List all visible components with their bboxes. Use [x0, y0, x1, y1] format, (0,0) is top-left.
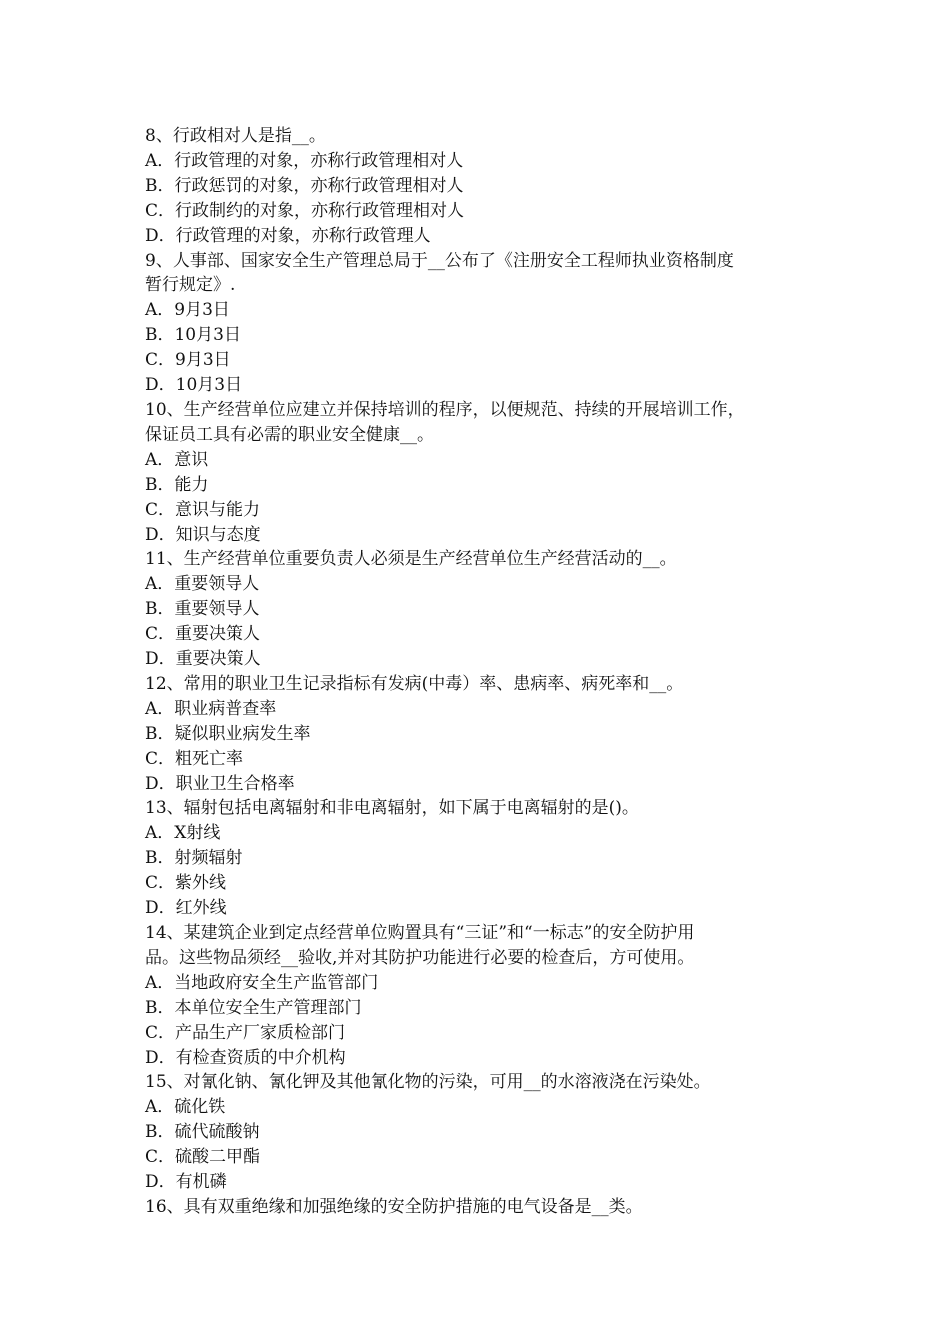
- question-14-option-a: A．当地政府安全生产监管部门: [145, 972, 379, 993]
- question-8-option-c: C．行政制约的对象，亦称行政管理相对人: [145, 200, 465, 221]
- question-14-option-c: C．产品生产厂家质检部门: [145, 1022, 346, 1043]
- question-12-option-a: A．职业病普查率: [145, 698, 277, 719]
- question-16-stem: 16、具有双重绝缘和加强绝缘的安全防护措施的电气设备是__类。: [145, 1196, 643, 1217]
- document-page: [145, 124, 835, 1220]
- question-15-stem: 15、对氰化钠、氰化钾及其他氰化物的污染，可用__的水溶液浇在污染处。: [145, 1072, 711, 1093]
- question-10-option-d: D．知识与态度: [145, 524, 261, 545]
- question-9-stem-line-1: 9、人事部、国家安全生产管理总局于__公布了《注册安全工程师执业资格制度: [145, 250, 734, 271]
- question-14-stem-line-1: 14、某建筑企业到定点经营单位购置具有“三证”和“一标志”的安全防护用: [145, 923, 695, 943]
- question-12-option-d: D．职业卫生合格率: [145, 773, 295, 794]
- question-14-stem-line-2: 品。这些物品须经__验收,并对其防护功能进行必要的检查后，方可使用。: [145, 947, 695, 968]
- question-12-option-c: C．粗死亡率: [145, 748, 244, 769]
- question-9-option-b: B．10月3日: [145, 325, 241, 346]
- question-9-option-a: A．9月3日: [145, 300, 230, 321]
- question-10-stem-line-1: 10、生产经营单位应建立并保持培训的程序，以便规范、持续的开展培训工作，: [145, 399, 745, 420]
- question-11-option-c: C．重要决策人: [145, 624, 261, 645]
- question-15-option-b: B．硫代硫酸钠: [145, 1122, 260, 1143]
- question-11-option-a: A．重要领导人: [145, 574, 260, 595]
- question-10-option-c: C．意识与能力: [145, 499, 261, 520]
- question-9-stem-line-2: 暂行规定》.: [145, 275, 236, 296]
- question-14-option-d: D．有检查资质的中介机构: [145, 1047, 346, 1068]
- question-13-option-d: D．红外线: [145, 898, 227, 919]
- question-8-option-d: D．行政管理的对象，亦称行政管理人: [145, 225, 431, 246]
- question-15-option-c: C．硫酸二甲酯: [145, 1147, 261, 1168]
- question-15-option-a: A．硫化铁: [145, 1097, 226, 1118]
- question-8-stem: 8、行政相对人是指__。: [145, 126, 326, 146]
- question-13-option-c: C．紫外线: [145, 873, 227, 894]
- question-14-option-b: B．本单位安全生产管理部门: [145, 997, 362, 1018]
- question-12-stem: 12、常用的职业卫生记录指标有发病(中毒）率、患病率、病死率和__。: [145, 673, 684, 694]
- question-13-option-b: B．射频辐射: [145, 848, 243, 869]
- question-11-stem: 11、生产经营单位重要负责人必须是生产经营单位生产经营活动的__。: [145, 549, 677, 570]
- question-10-stem-line-2: 保证员工具有必需的职业安全健康__。: [145, 424, 434, 445]
- question-10-option-b: B．能力: [145, 474, 209, 495]
- question-13-stem: 13、辐射包括电离辐射和非电离辐射，如下属于电离辐射的是()。: [145, 798, 639, 819]
- question-11-option-b: B．重要领导人: [145, 599, 260, 620]
- question-8-option-b: B．行政惩罚的对象，亦称行政管理相对人: [145, 175, 464, 196]
- question-9-option-d: D．10月3日: [145, 375, 243, 396]
- question-11-option-d: D．重要决策人: [145, 649, 261, 670]
- question-15-option-d: D．有机磷: [145, 1172, 227, 1193]
- question-9-option-c: C．9月3日: [145, 350, 231, 371]
- question-13-option-a: A．X射线: [145, 823, 221, 844]
- question-8-option-a: A．行政管理的对象，亦称行政管理相对人: [145, 150, 464, 171]
- question-12-option-b: B．疑似职业病发生率: [145, 723, 311, 744]
- question-10-option-a: A．意识: [145, 449, 209, 470]
